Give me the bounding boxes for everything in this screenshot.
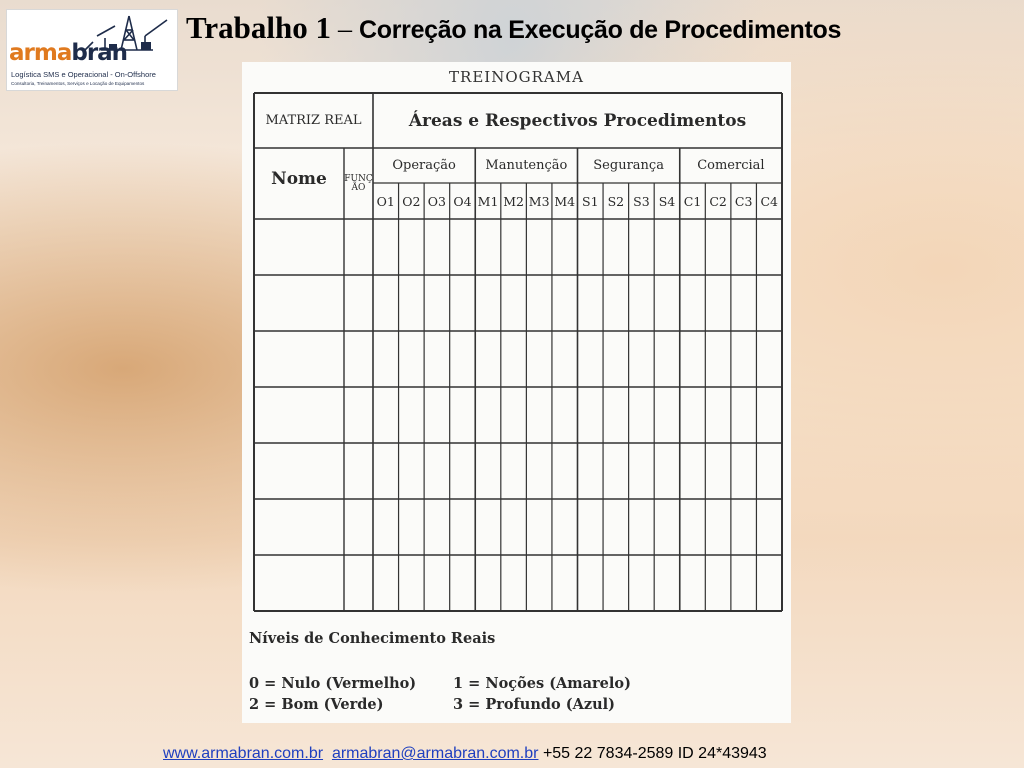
phone-text: +55 22 7834-2589 ID 24*43943 (542, 745, 767, 762)
area-header: Comercial (697, 158, 765, 173)
procedure-code: O3 (427, 193, 446, 209)
funcao-header: FUNÇÃO (344, 173, 373, 193)
procedure-code: O4 (453, 193, 472, 209)
logo-tagline: Logística SMS e Operacional - On-Offshore (11, 70, 156, 79)
logo-subtagline: Consultoria, Treinamentos, Serviços e Locação de Equipamentos (11, 81, 145, 86)
logo-word-part1: arma (9, 40, 72, 66)
procedure-code: S3 (633, 193, 650, 209)
area-header: Segurança (593, 158, 664, 173)
area-header: Operação (392, 158, 456, 173)
areas-header: Áreas e Respectivos Procedimentos (408, 110, 747, 131)
procedure-code: S1 (582, 193, 599, 209)
title-dash: – (330, 14, 359, 45)
procedure-code: C4 (760, 193, 778, 209)
nome-header: Nome (271, 168, 327, 189)
logo-wordmark (9, 40, 127, 66)
procedure-code: C1 (683, 193, 702, 209)
procedure-code: O2 (402, 193, 421, 209)
level-3: 3 = Profundo (Azul) (453, 696, 615, 713)
footer-contact (163, 745, 767, 763)
website-link[interactable]: www.armabran.com.br (163, 745, 324, 762)
treinograma-sheet (242, 62, 791, 723)
logo-word-part2: bran (71, 40, 128, 66)
procedure-code: M4 (554, 193, 576, 209)
procedure-code: S4 (658, 193, 676, 209)
area-header: Manutenção (485, 158, 568, 173)
matriz-real-label: MATRIZ REAL (265, 112, 362, 128)
procedure-code: M1 (477, 193, 499, 209)
procedure-code: C3 (734, 193, 753, 209)
level-0: 0 = Nulo (Vermelho) (249, 675, 417, 692)
sheet-title: TREINOGRAMA (449, 68, 584, 86)
title-part1: Trabalho 1 (186, 10, 331, 45)
slide-title (186, 10, 841, 46)
procedure-code: O1 (376, 193, 395, 209)
procedure-code: M3 (528, 193, 550, 209)
company-logo (6, 9, 178, 91)
procedure-code: S2 (607, 193, 625, 209)
level-2: 2 = Bom (Verde) (249, 696, 384, 713)
email-link[interactable]: armabran@armabran.com.br (331, 745, 539, 762)
level-1: 1 = Noções (Amarelo) (453, 675, 631, 692)
procedure-code: C2 (709, 193, 727, 209)
levels-title: Níveis de Conhecimento Reais (249, 630, 496, 647)
procedure-code: M2 (503, 193, 524, 209)
title-part2: Correção na Execução de Procedimentos (358, 16, 842, 44)
